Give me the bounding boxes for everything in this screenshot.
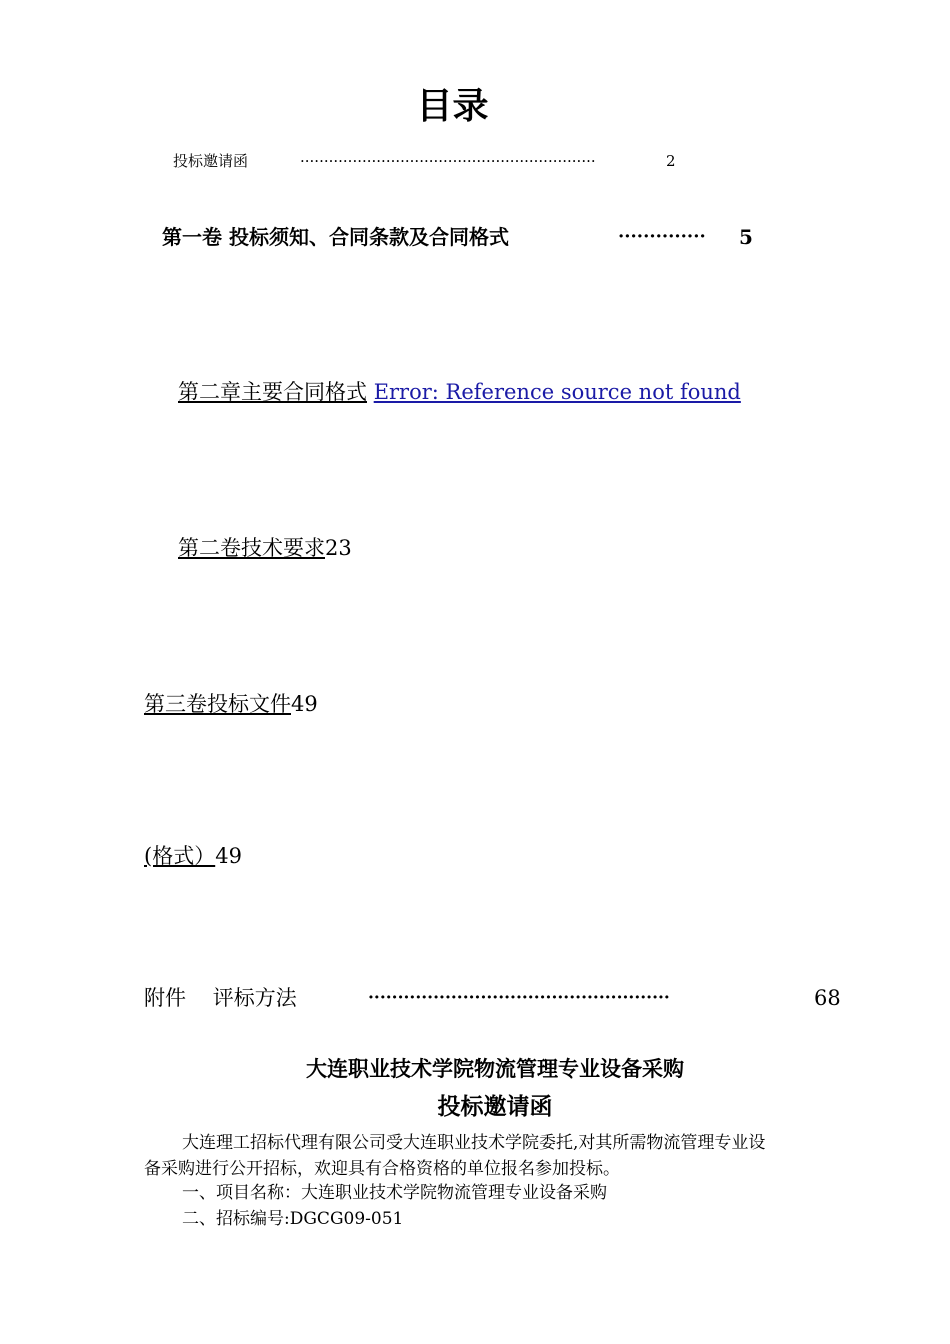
toc-entry-appendix-page: 68 <box>814 986 841 1010</box>
toc-entry-format[interactable] <box>144 842 242 870</box>
invitation-paragraph-line2: 备采购进行公开招标，欢迎具有合格资格的单位报名参加投标。 <box>144 1159 620 1179</box>
toc-entry-invitation-page: 2 <box>666 152 676 170</box>
invitation-paragraph-line1: 大连理工招标代理有限公司受大连职业技术学院委托,对其所需物流管理专业设 <box>182 1133 766 1153</box>
toc-entry-vol1-dots: ·············· <box>618 226 706 247</box>
toc-entry-vol1-page: 5 <box>739 225 753 249</box>
toc-entry-format-page: 49 <box>215 844 242 868</box>
toc-entry-appendix-label[interactable]: 附件 评标方法 <box>144 986 297 1010</box>
toc-entry-vol2-page: 23 <box>325 536 352 560</box>
toc-entry-ch2-link[interactable]: Error: Reference source not found <box>373 380 741 404</box>
invitation-item-tender-number: 二、招标编号:DGCG09-051 <box>182 1209 404 1229</box>
invitation-subheading: 投标邀请函 <box>437 1094 553 1120</box>
toc-title: 目录 <box>416 86 489 127</box>
toc-entry-format-label[interactable]: (格式） <box>144 844 216 868</box>
toc-entry-appendix-dots: ··················································· <box>368 988 670 1008</box>
invitation-heading: 大连职业技术学院物流管理专业设备采购 <box>306 1057 684 1081</box>
toc-entry-invitation-dots: ······························································ <box>300 152 596 170</box>
toc-entry-vol2-label[interactable]: 第二卷技术要求 <box>178 536 325 560</box>
toc-entry-vol3-label[interactable]: 第三卷投标文件 <box>144 692 291 716</box>
toc-entry-vol2[interactable] <box>178 534 352 562</box>
toc-entry-ch2-label[interactable]: 第二章主要合同格式 <box>178 380 367 404</box>
toc-entry-invitation-label[interactable]: 投标邀请函 <box>173 152 249 170</box>
toc-entry-vol1-label[interactable]: 第一卷 投标须知、合同条款及合同格式 <box>162 225 509 249</box>
toc-entry-ch2[interactable] <box>178 378 741 406</box>
invitation-item-project-name: 一、项目名称：大连职业技术学院物流管理专业设备采购 <box>182 1183 607 1203</box>
toc-entry-vol3-page: 49 <box>291 692 318 716</box>
toc-entry-vol3[interactable] <box>144 690 318 718</box>
